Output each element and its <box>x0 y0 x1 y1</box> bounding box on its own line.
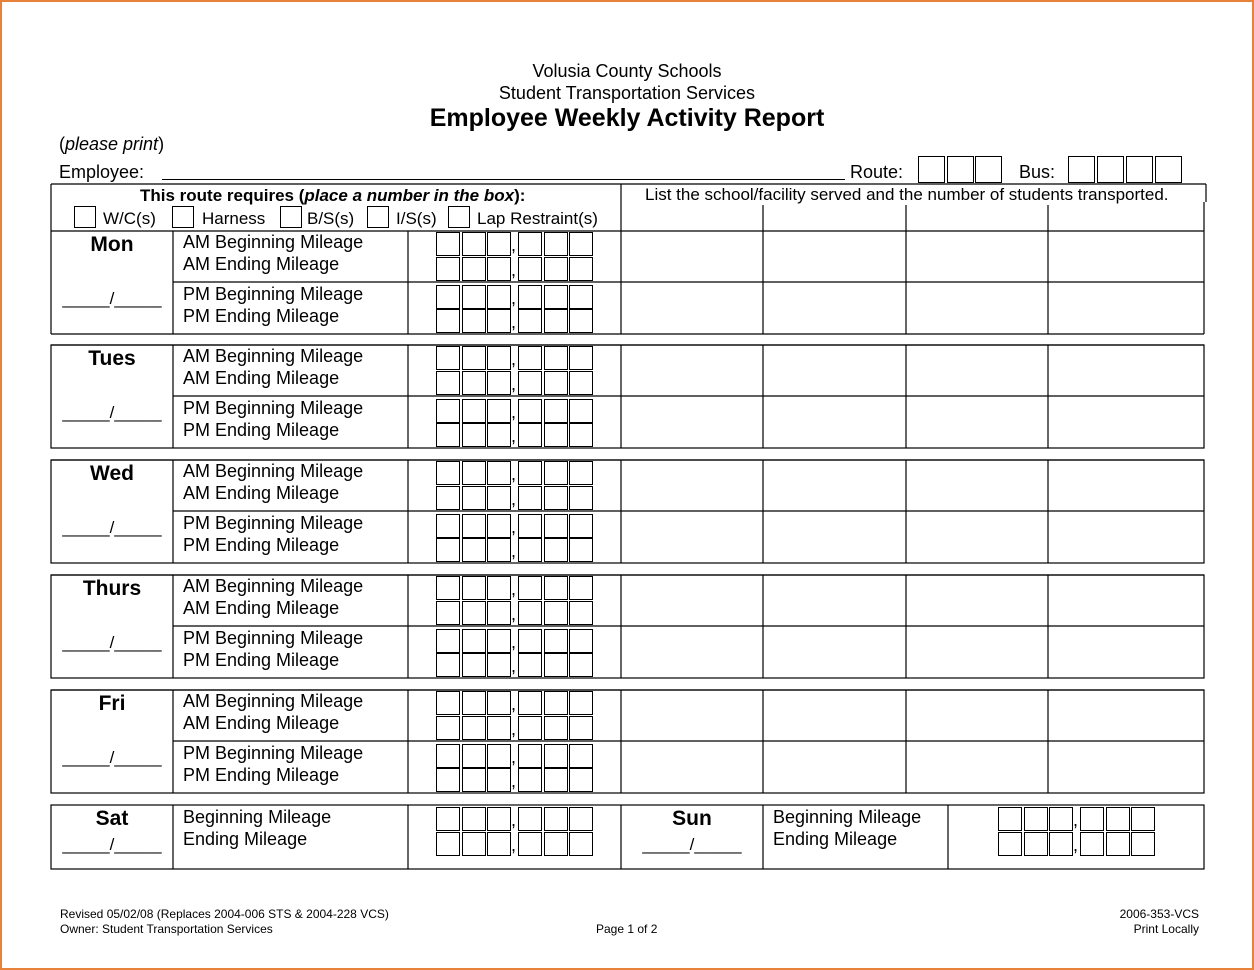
bus-label: Bus: <box>1019 162 1056 182</box>
mileage-digit-box[interactable] <box>436 576 460 600</box>
mileage-digit-box[interactable] <box>487 744 511 768</box>
mileage-digit-box[interactable] <box>487 832 511 856</box>
mileage-digit-box[interactable] <box>544 423 568 447</box>
mileage-digit-box[interactable] <box>436 514 460 538</box>
am-beginning-label: AM Beginning Mileage <box>183 346 364 366</box>
am-beginning-label: AM Beginning Mileage <box>183 232 364 252</box>
mileage-digit-box[interactable] <box>518 399 542 423</box>
am-beginning-label: AM Beginning Mileage <box>183 691 364 711</box>
mileage-digit-box[interactable] <box>462 346 486 370</box>
mileage-digit-box[interactable] <box>462 538 486 562</box>
date-blank: _____/_____ <box>62 748 162 767</box>
mileage-digit-box[interactable] <box>544 461 568 485</box>
mileage-digit-box[interactable] <box>436 232 460 256</box>
mileage-digit-box[interactable] <box>436 768 460 792</box>
requirement-option-label: W/C(s) <box>103 209 156 228</box>
am-ending-label: AM Ending Mileage <box>183 483 340 503</box>
requirement-count-box[interactable] <box>172 206 194 228</box>
form-number: 2006-353-VCS <box>1119 907 1199 921</box>
date-blank: _____/_____ <box>642 835 742 854</box>
mileage-digit-box[interactable] <box>569 629 593 653</box>
department-name: Student Transportation Services <box>498 83 756 103</box>
mileage-digit-box[interactable] <box>569 716 593 740</box>
thousands-comma: , <box>511 235 517 255</box>
date-blank: _____/_____ <box>62 289 162 308</box>
mileage-digit-box[interactable] <box>518 807 542 831</box>
mileage-digit-box[interactable] <box>544 486 568 510</box>
route-requires-heading: This route requires (place a number in the box): <box>140 186 526 205</box>
mileage-digit-box[interactable] <box>518 716 542 740</box>
mileage-digit-box[interactable] <box>487 232 511 256</box>
mileage-digit-box[interactable] <box>569 744 593 768</box>
am-ending-label: AM Ending Mileage <box>183 713 340 733</box>
day-label: Thurs <box>82 577 142 600</box>
mileage-digit-box[interactable] <box>544 768 568 792</box>
sun-label: Sun <box>672 807 712 830</box>
pm-ending-label: PM Ending Mileage <box>183 765 340 785</box>
day-label: Mon <box>90 233 134 256</box>
thousands-comma: , <box>511 747 517 767</box>
mileage-digit-box[interactable] <box>462 309 486 333</box>
org-name: Volusia County Schools <box>532 61 722 81</box>
mileage-digit-box[interactable] <box>487 514 511 538</box>
mileage-digit-box[interactable] <box>518 744 542 768</box>
mileage-digit-box[interactable] <box>436 371 460 395</box>
mileage-digit-box[interactable] <box>1080 807 1104 831</box>
mileage-digit-box[interactable] <box>518 309 542 333</box>
pm-beginning-label: PM Beginning Mileage <box>183 628 364 648</box>
date-blank: _____/_____ <box>62 518 162 537</box>
mileage-digit-box[interactable] <box>1049 832 1073 856</box>
requirement-count-box[interactable] <box>280 206 302 228</box>
mileage-digit-box[interactable] <box>436 653 460 677</box>
pm-beginning-label: PM Beginning Mileage <box>183 743 364 763</box>
mileage-digit-box[interactable] <box>1131 832 1155 856</box>
mileage-digit-box[interactable] <box>487 486 511 510</box>
mileage-digit-box[interactable] <box>462 691 486 715</box>
mileage-digit-box[interactable] <box>436 807 460 831</box>
thousands-comma: , <box>511 349 517 369</box>
mileage-digit-box[interactable] <box>462 653 486 677</box>
thousands-comma: , <box>511 374 517 394</box>
mileage-digit-box[interactable] <box>544 832 568 856</box>
mileage-digit-box[interactable] <box>1106 832 1130 856</box>
mileage-digit-box[interactable] <box>1049 807 1073 831</box>
am-ending-label: AM Ending Mileage <box>183 368 340 388</box>
mileage-digit-box[interactable] <box>436 309 460 333</box>
thousands-comma: , <box>511 719 517 739</box>
pm-beginning-label: PM Beginning Mileage <box>183 398 364 418</box>
requirement-option-label: Harness <box>202 209 266 228</box>
route-label: Route: <box>850 162 904 182</box>
mileage-digit-box[interactable] <box>462 423 486 447</box>
am-ending-label: AM Ending Mileage <box>183 254 340 274</box>
mileage-digit-box[interactable] <box>462 461 486 485</box>
pm-beginning-label: PM Beginning Mileage <box>183 284 364 304</box>
thousands-comma: , <box>511 810 517 830</box>
mileage-digit-box[interactable] <box>462 832 486 856</box>
mileage-digit-box[interactable] <box>462 768 486 792</box>
mileage-digit-box[interactable] <box>436 744 460 768</box>
mileage-digit-box[interactable] <box>569 807 593 831</box>
thousands-comma: , <box>511 517 517 537</box>
mileage-digit-box[interactable] <box>518 232 542 256</box>
mileage-digit-box[interactable] <box>487 576 511 600</box>
mileage-digit-box[interactable] <box>462 601 486 625</box>
thousands-comma: , <box>511 464 517 484</box>
pm-ending-label: PM Ending Mileage <box>183 306 340 326</box>
pm-ending-label: PM Ending Mileage <box>183 535 340 555</box>
mileage-digit-box[interactable] <box>487 346 511 370</box>
requirement-option-label: B/S(s) <box>307 209 355 228</box>
sat-ending-label: Ending Mileage <box>183 829 308 849</box>
mileage-digit-box[interactable] <box>518 576 542 600</box>
mileage-digit-box[interactable] <box>544 576 568 600</box>
pm-beginning-label: PM Beginning Mileage <box>183 513 364 533</box>
mileage-digit-box[interactable] <box>487 399 511 423</box>
thousands-comma: , <box>1073 835 1079 855</box>
please-print-note: (please print) <box>59 134 165 154</box>
mileage-digit-box[interactable] <box>569 691 593 715</box>
mileage-digit-box[interactable] <box>569 346 593 370</box>
mileage-digit-box[interactable] <box>487 716 511 740</box>
owner-note: Owner: Student Transportation Services <box>60 922 273 936</box>
mileage-digit-box[interactable] <box>1131 807 1155 831</box>
mileage-digit-box[interactable] <box>436 399 460 423</box>
mileage-digit-box[interactable] <box>569 461 593 485</box>
mileage-digit-box[interactable] <box>544 538 568 562</box>
thousands-comma: , <box>511 426 517 446</box>
mileage-digit-box[interactable] <box>569 486 593 510</box>
mileage-digit-box[interactable] <box>1106 807 1130 831</box>
mileage-digit-box[interactable] <box>544 691 568 715</box>
mileage-digit-box[interactable] <box>569 832 593 856</box>
mileage-digit-box[interactable] <box>544 257 568 281</box>
mileage-digit-box[interactable] <box>436 346 460 370</box>
mileage-digit-box[interactable] <box>569 257 593 281</box>
mileage-digit-box[interactable] <box>487 371 511 395</box>
mileage-digit-box[interactable] <box>518 653 542 677</box>
mileage-digit-box[interactable] <box>487 309 511 333</box>
requirement-option-label: I/S(s) <box>396 209 437 228</box>
date-blank: _____/_____ <box>62 835 162 854</box>
mileage-digit-box[interactable] <box>544 346 568 370</box>
mileage-digit-box[interactable] <box>487 653 511 677</box>
mileage-digit-box[interactable] <box>487 807 511 831</box>
mileage-digit-box[interactable] <box>544 716 568 740</box>
mileage-digit-box[interactable] <box>487 285 511 309</box>
mileage-digit-box[interactable] <box>436 257 460 281</box>
am-beginning-label: AM Beginning Mileage <box>183 576 364 596</box>
sun-beginning-label: Beginning Mileage <box>773 807 922 827</box>
mileage-digit-box[interactable] <box>487 257 511 281</box>
mileage-digit-box[interactable] <box>544 807 568 831</box>
thousands-comma: , <box>511 771 517 791</box>
mileage-digit-box[interactable] <box>487 538 511 562</box>
mileage-digit-box[interactable] <box>436 716 460 740</box>
mileage-digit-box[interactable] <box>569 538 593 562</box>
day-label: Fri <box>98 692 126 715</box>
thousands-comma: , <box>511 489 517 509</box>
mileage-digit-box[interactable] <box>518 601 542 625</box>
mileage-digit-box[interactable] <box>569 232 593 256</box>
thousands-comma: , <box>511 694 517 714</box>
mileage-digit-box[interactable] <box>569 601 593 625</box>
thousands-comma: , <box>511 656 517 676</box>
mileage-digit-box[interactable] <box>436 832 460 856</box>
mileage-digit-box[interactable] <box>436 423 460 447</box>
thousands-comma: , <box>511 402 517 422</box>
mileage-digit-box[interactable] <box>544 371 568 395</box>
mileage-digit-box[interactable] <box>462 486 486 510</box>
mileage-digit-box[interactable] <box>518 461 542 485</box>
mileage-digit-box[interactable] <box>569 514 593 538</box>
page-title: Employee Weekly Activity Report <box>429 104 825 132</box>
mileage-digit-box[interactable] <box>569 371 593 395</box>
mileage-digit-box[interactable] <box>518 285 542 309</box>
mileage-digit-box[interactable] <box>544 514 568 538</box>
mileage-digit-box[interactable] <box>518 346 542 370</box>
date-blank: _____/_____ <box>62 633 162 652</box>
mileage-digit-box[interactable] <box>436 285 460 309</box>
mileage-digit-box[interactable] <box>487 601 511 625</box>
mileage-digit-box[interactable] <box>462 629 486 653</box>
mileage-digit-box[interactable] <box>462 576 486 600</box>
requirement-option-label: Lap Restraint(s) <box>477 209 598 228</box>
day-label: Wed <box>90 462 134 485</box>
mileage-digit-box[interactable] <box>487 691 511 715</box>
requirement-count-box[interactable] <box>448 206 470 228</box>
mileage-digit-box[interactable] <box>518 257 542 281</box>
mileage-digit-box[interactable] <box>544 744 568 768</box>
mileage-digit-box[interactable] <box>436 461 460 485</box>
revision-note: Revised 05/02/08 (Replaces 2004-006 STS & 2004-228 VCS) <box>60 907 389 921</box>
mileage-digit-box[interactable] <box>518 832 542 856</box>
thousands-comma: , <box>511 604 517 624</box>
mileage-digit-box[interactable] <box>569 399 593 423</box>
mileage-digit-box[interactable] <box>544 601 568 625</box>
mileage-digit-box[interactable] <box>1080 832 1104 856</box>
mileage-digit-box[interactable] <box>569 285 593 309</box>
mileage-digit-box[interactable] <box>436 601 460 625</box>
mileage-digit-box[interactable] <box>487 423 511 447</box>
page-number: Page 1 of 2 <box>596 922 658 936</box>
requirement-count-box[interactable] <box>74 206 96 228</box>
mileage-digit-box[interactable] <box>518 423 542 447</box>
mileage-digit-box[interactable] <box>487 768 511 792</box>
mileage-digit-box[interactable] <box>436 538 460 562</box>
mileage-digit-box[interactable] <box>998 832 1022 856</box>
mileage-digit-box[interactable] <box>436 629 460 653</box>
mileage-digit-box[interactable] <box>544 629 568 653</box>
mileage-digit-box[interactable] <box>462 285 486 309</box>
date-blank: _____/_____ <box>62 403 162 422</box>
pm-ending-label: PM Ending Mileage <box>183 650 340 670</box>
mileage-digit-box[interactable] <box>1024 807 1048 831</box>
sun-ending-label: Ending Mileage <box>773 829 898 849</box>
mileage-digit-box[interactable] <box>544 309 568 333</box>
sat-beginning-label: Beginning Mileage <box>183 807 332 827</box>
mileage-digit-box[interactable] <box>569 576 593 600</box>
day-label: Tues <box>88 347 136 370</box>
list-schools-heading: List the school/facility served and the number of students transported. <box>645 185 1169 204</box>
employee-label: Employee: <box>59 162 145 182</box>
mileage-digit-box[interactable] <box>518 629 542 653</box>
thousands-comma: , <box>511 260 517 280</box>
thousands-comma: , <box>1073 810 1079 830</box>
mileage-digit-box[interactable] <box>462 399 486 423</box>
am-ending-label: AM Ending Mileage <box>183 598 340 618</box>
mileage-digit-box[interactable] <box>569 309 593 333</box>
mileage-digit-box[interactable] <box>462 514 486 538</box>
mileage-digit-box[interactable] <box>518 691 542 715</box>
mileage-digit-box[interactable] <box>544 653 568 677</box>
mileage-digit-box[interactable] <box>462 716 486 740</box>
thousands-comma: , <box>511 579 517 599</box>
sat-label: Sat <box>95 807 129 830</box>
mileage-digit-box[interactable] <box>462 232 486 256</box>
mileage-digit-box[interactable] <box>544 285 568 309</box>
mileage-digit-box[interactable] <box>518 486 542 510</box>
mileage-digit-box[interactable] <box>569 653 593 677</box>
mileage-digit-box[interactable] <box>462 807 486 831</box>
mileage-digit-box[interactable] <box>544 232 568 256</box>
mileage-digit-box[interactable] <box>1024 832 1048 856</box>
mileage-digit-box[interactable] <box>518 371 542 395</box>
thousands-comma: , <box>511 312 517 332</box>
mileage-digit-box[interactable] <box>462 257 486 281</box>
requirement-count-box[interactable] <box>367 206 389 228</box>
mileage-digit-box[interactable] <box>436 486 460 510</box>
mileage-digit-box[interactable] <box>518 768 542 792</box>
mileage-digit-box[interactable] <box>518 538 542 562</box>
thousands-comma: , <box>511 288 517 308</box>
mileage-digit-box[interactable] <box>462 744 486 768</box>
am-beginning-label: AM Beginning Mileage <box>183 461 364 481</box>
thousands-comma: , <box>511 632 517 652</box>
print-locally-note: Print Locally <box>1133 922 1199 936</box>
mileage-digit-box[interactable] <box>998 807 1022 831</box>
mileage-digit-box[interactable] <box>569 423 593 447</box>
thousands-comma: , <box>511 835 517 855</box>
mileage-digit-box[interactable] <box>544 399 568 423</box>
mileage-digit-box[interactable] <box>487 629 511 653</box>
mileage-digit-box[interactable] <box>462 371 486 395</box>
pm-ending-label: PM Ending Mileage <box>183 420 340 440</box>
mileage-digit-box[interactable] <box>518 514 542 538</box>
thousands-comma: , <box>511 541 517 561</box>
mileage-digit-box[interactable] <box>487 461 511 485</box>
mileage-digit-box[interactable] <box>569 768 593 792</box>
mileage-digit-box[interactable] <box>436 691 460 715</box>
